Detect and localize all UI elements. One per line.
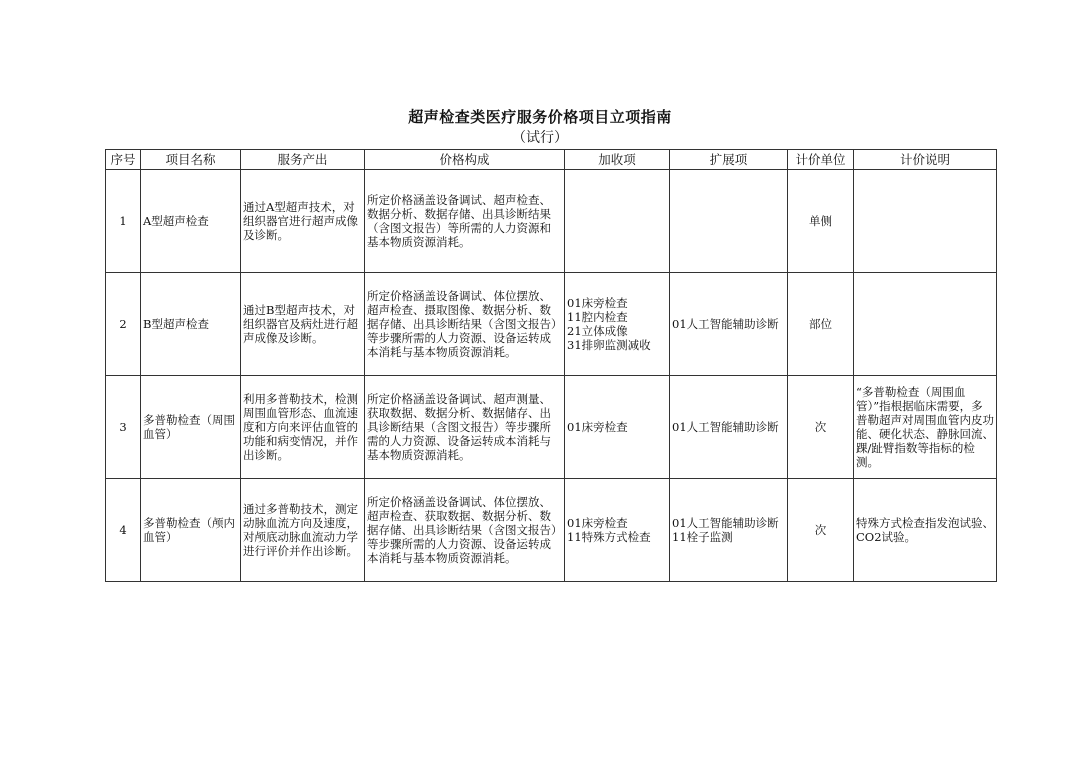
cell-name: 多普勒检查（颅内血管） xyxy=(141,479,241,582)
cell-note: “多普勒检查（周围血管）”指根据临床需要，多普勒超声对周围血管内皮功能、硬化状态、静脉回流、踝/趾臂指数等指标的检测。 xyxy=(854,376,997,479)
cell-line: 11栓子监测 xyxy=(672,530,733,544)
table-header-row xyxy=(106,150,997,170)
table-row xyxy=(106,273,997,376)
header-extension: 扩展项 xyxy=(670,150,788,170)
cell-output: 通过A型超声技术，对组织器官进行超声成像及诊断。 xyxy=(241,170,365,273)
document-subtitle: （试行） xyxy=(512,130,568,146)
cell-price: 所定价格涵盖设备调试、超声测量、获取数据、数据分析、数据储存、出具诊断结果（含图文报告）等步骤所需的人力资源、设备运转成本消耗与基本物质资源消耗。 xyxy=(365,376,565,479)
cell-extension xyxy=(670,273,788,376)
cell-surcharge xyxy=(565,479,670,582)
table-row xyxy=(106,170,997,273)
cell-name: A型超声检查 xyxy=(141,170,241,273)
document-title: 超声检查类医疗服务价格项目立项指南 xyxy=(408,108,672,126)
cell-output: 通过B型超声技术，对组织器官及病灶进行超声成像及诊断。 xyxy=(241,273,365,376)
table-row xyxy=(106,376,997,479)
header-surcharge: 加收项 xyxy=(565,150,670,170)
cell-price: 所定价格涵盖设备调试、体位摆放、超声检查、摄取图像、数据分析、数据存储、出具诊断结果（含图文报告）等步骤所需的人力资源、设备运转成本消耗与基本物质资源消耗。 xyxy=(365,273,565,376)
header-price: 价格构成 xyxy=(365,150,565,170)
cell-no: 3 xyxy=(106,376,141,479)
cell-name: B型超声检查 xyxy=(141,273,241,376)
cell-line: 01人工智能辅助诊断 xyxy=(672,317,779,331)
cell-line: 01床旁检查 xyxy=(567,420,628,434)
cell-line: 11特殊方式检查 xyxy=(567,530,651,544)
cell-line: 01人工智能辅助诊断 xyxy=(672,516,779,530)
header-no: 序号 xyxy=(106,150,141,170)
cell-line: 11腔内检查 xyxy=(567,310,628,324)
cell-price: 所定价格涵盖设备调试、超声检查、数据分析、数据存储、出具诊断结果（含图文报告）等所需的人力资源和基本物质资源消耗。 xyxy=(365,170,565,273)
table-row xyxy=(106,479,997,582)
cell-line: 01人工智能辅助诊断 xyxy=(672,420,779,434)
cell-note xyxy=(854,273,997,376)
cell-price: 所定价格涵盖设备调试、体位摆放、超声检查、获取数据、数据分析、数据存储、出具诊断结果（含图文报告）等步骤所需的人力资源、设备运转成本消耗与基本物质资源消耗。 xyxy=(365,479,565,582)
header-note: 计价说明 xyxy=(854,150,997,170)
cell-no: 4 xyxy=(106,479,141,582)
cell-line: 01床旁检查 xyxy=(567,296,628,310)
cell-name: 多普勒检查（周围血管） xyxy=(141,376,241,479)
header-unit: 计价单位 xyxy=(788,150,854,170)
cell-surcharge xyxy=(565,273,670,376)
cell-unit: 次 xyxy=(788,376,854,479)
cell-unit: 次 xyxy=(788,479,854,582)
header-output: 服务产出 xyxy=(241,150,365,170)
cell-line: 31排卵监测减收 xyxy=(567,338,651,352)
cell-no: 1 xyxy=(106,170,141,273)
cell-extension xyxy=(670,170,788,273)
cell-line: 01床旁检查 xyxy=(567,516,628,530)
pricing-table xyxy=(105,149,997,582)
cell-unit: 单侧 xyxy=(788,170,854,273)
cell-extension xyxy=(670,376,788,479)
cell-surcharge xyxy=(565,170,670,273)
header-name: 项目名称 xyxy=(141,150,241,170)
cell-note xyxy=(854,170,997,273)
cell-unit: 部位 xyxy=(788,273,854,376)
cell-note: 特殊方式检查指发泡试验、CO2试验。 xyxy=(854,479,997,582)
cell-output: 利用多普勒技术，检测周围血管形态、血流速度和方向来评估血管的功能和病变情况，并作出诊断。 xyxy=(241,376,365,479)
cell-surcharge xyxy=(565,376,670,479)
cell-line: 21立体成像 xyxy=(567,324,628,338)
cell-output: 通过多普勒技术，测定动脉血流方向及速度，对颅底动脉血流动力学进行评价并作出诊断。 xyxy=(241,479,365,582)
cell-extension xyxy=(670,479,788,582)
cell-no: 2 xyxy=(106,273,141,376)
